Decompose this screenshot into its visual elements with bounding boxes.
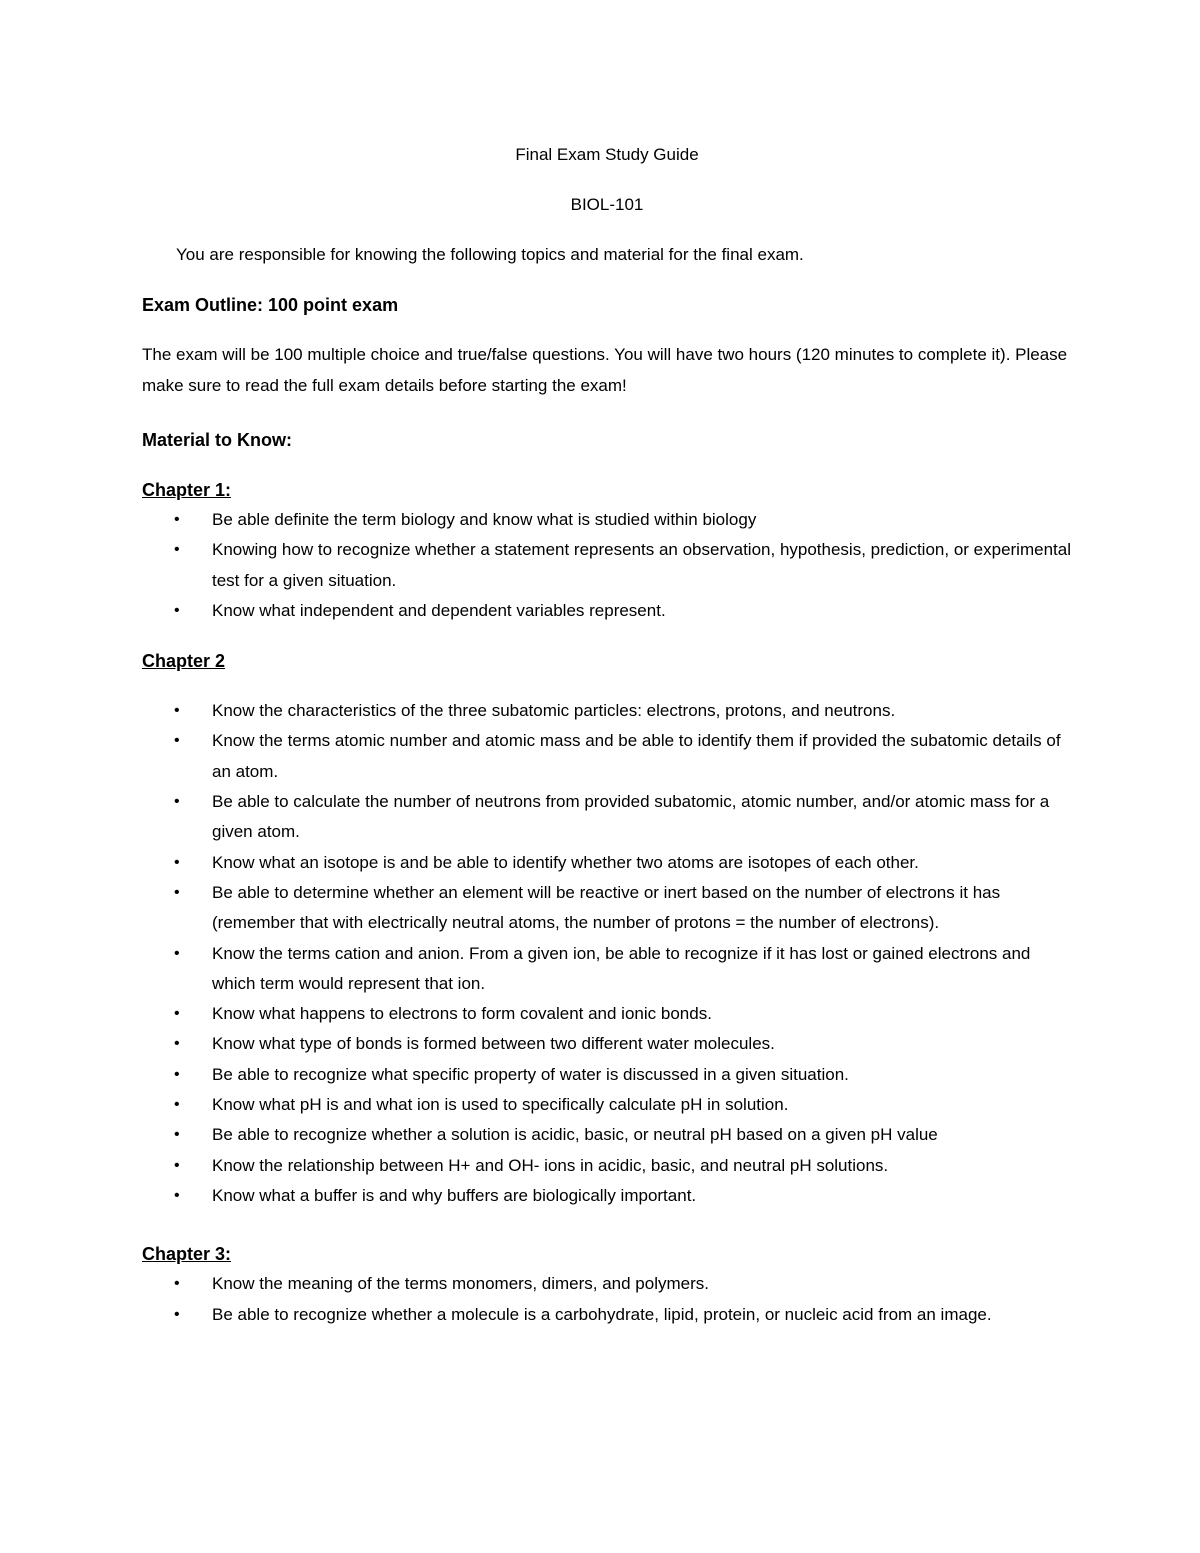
- list-item: • Be able to calculate the number of neutrons from provided subatomic, atomic number, and/or atomic mass for a given atom.: [142, 787, 1072, 848]
- exam-outline-text: The exam will be 100 multiple choice and true/false questions. You will have two hours (120 minutes to complete it). Please make sure to read the full exam details before starting the exam!: [142, 345, 1068, 395]
- chapter-2-list: [142, 696, 1072, 1211]
- bullet-icon: •: [174, 601, 180, 619]
- exam-outline-heading: Exam Outline: 100 point exam: [142, 295, 399, 315]
- chapter-2-heading: Chapter 2: [142, 651, 226, 672]
- list-item: • Know what pH is and what ion is used to specifically calculate pH in solution.: [142, 1090, 1072, 1120]
- bullet-icon: •: [174, 853, 180, 871]
- bullet-icon: •: [174, 1275, 180, 1293]
- bullet-icon: •: [174, 732, 180, 750]
- list-item: • Know the meaning of the terms monomers, dimers, and polymers.: [142, 1269, 1072, 1299]
- list-item: • Know what independent and dependent variables represent.: [142, 596, 1072, 626]
- list-item: • Be able to recognize whether a molecule is a carbohydrate, lipid, protein, or nucleic acid from an image.: [142, 1300, 1072, 1330]
- chapter-1-list: [142, 505, 1072, 626]
- list-item: • Knowing how to recognize whether a statement represents an observation, hypothesis, prediction, or experimental test for a given situation.: [142, 535, 1072, 596]
- bullet-icon: •: [174, 1126, 180, 1144]
- document-body: [142, 140, 1072, 1330]
- bullet-icon: •: [174, 1096, 180, 1114]
- chapter-1-heading: Chapter 1:: [142, 480, 232, 500]
- list-item: • Be able to determine whether an element will be reactive or inert based on the number of electrons it has (remember that with electrically neutral atoms, the number of protons = the number of electrons).: [142, 878, 1072, 939]
- chapter-3-list: [142, 1269, 1072, 1330]
- bullet-icon: •: [174, 944, 180, 962]
- list-item: • Know the characteristics of the three subatomic particles: electrons, protons, and neutrons.: [142, 696, 1072, 726]
- list-item: • Know the terms cation and anion. From a given ion, be able to recognize if it has lost or gained electrons and which term would represent that ion.: [142, 939, 1072, 1000]
- list-item: • Be able to recognize whether a solution is acidic, basic, or neutral pH based on a given pH value: [142, 1120, 1072, 1150]
- list-item: • Know the terms atomic number and atomic mass and be able to identify them if provided the subatomic details of an atom.: [142, 726, 1072, 787]
- bullet-icon: •: [174, 1065, 180, 1083]
- material-heading: Material to Know:: [142, 430, 293, 450]
- bullet-icon: •: [174, 1156, 180, 1174]
- bullet-icon: •: [174, 702, 180, 720]
- list-item: • Know what happens to electrons to form covalent and ionic bonds.: [142, 999, 1072, 1029]
- chapter-3-heading: Chapter 3:: [142, 1244, 232, 1265]
- bullet-icon: •: [174, 793, 180, 811]
- list-item: • Be able to recognize what specific property of water is discussed in a given situation.: [142, 1060, 1072, 1090]
- chapter-2-section: [142, 646, 1072, 1211]
- list-item: • Know what a buffer is and why buffers are biologically important.: [142, 1181, 1072, 1211]
- list-item: • Know the relationship between H+ and OH- ions in acidic, basic, and neutral pH solutions.: [142, 1151, 1072, 1181]
- bullet-icon: •: [174, 1305, 180, 1323]
- list-item: • Know what an isotope is and be able to identify whether two atoms are isotopes of each other.: [142, 848, 1072, 878]
- bullet-icon: •: [174, 1005, 180, 1023]
- bullet-icon: •: [174, 511, 180, 528]
- list-item: • Be able definite the term biology and know what is studied within biology: [142, 505, 1072, 535]
- bullet-icon: •: [174, 1035, 180, 1053]
- document-title: Final Exam Study Guide: [515, 145, 699, 164]
- intro-text: You are responsible for knowing the following topics and material for the final exam.: [176, 245, 804, 264]
- bullet-icon: •: [174, 541, 180, 559]
- course-code: BIOL-101: [570, 195, 644, 214]
- bullet-icon: •: [174, 883, 180, 901]
- list-item: • Know what type of bonds is formed between two different water molecules.: [142, 1029, 1072, 1059]
- chapter-3-section: [142, 1239, 1072, 1330]
- chapter-1-section: [142, 475, 1072, 626]
- bullet-icon: •: [174, 1186, 180, 1204]
